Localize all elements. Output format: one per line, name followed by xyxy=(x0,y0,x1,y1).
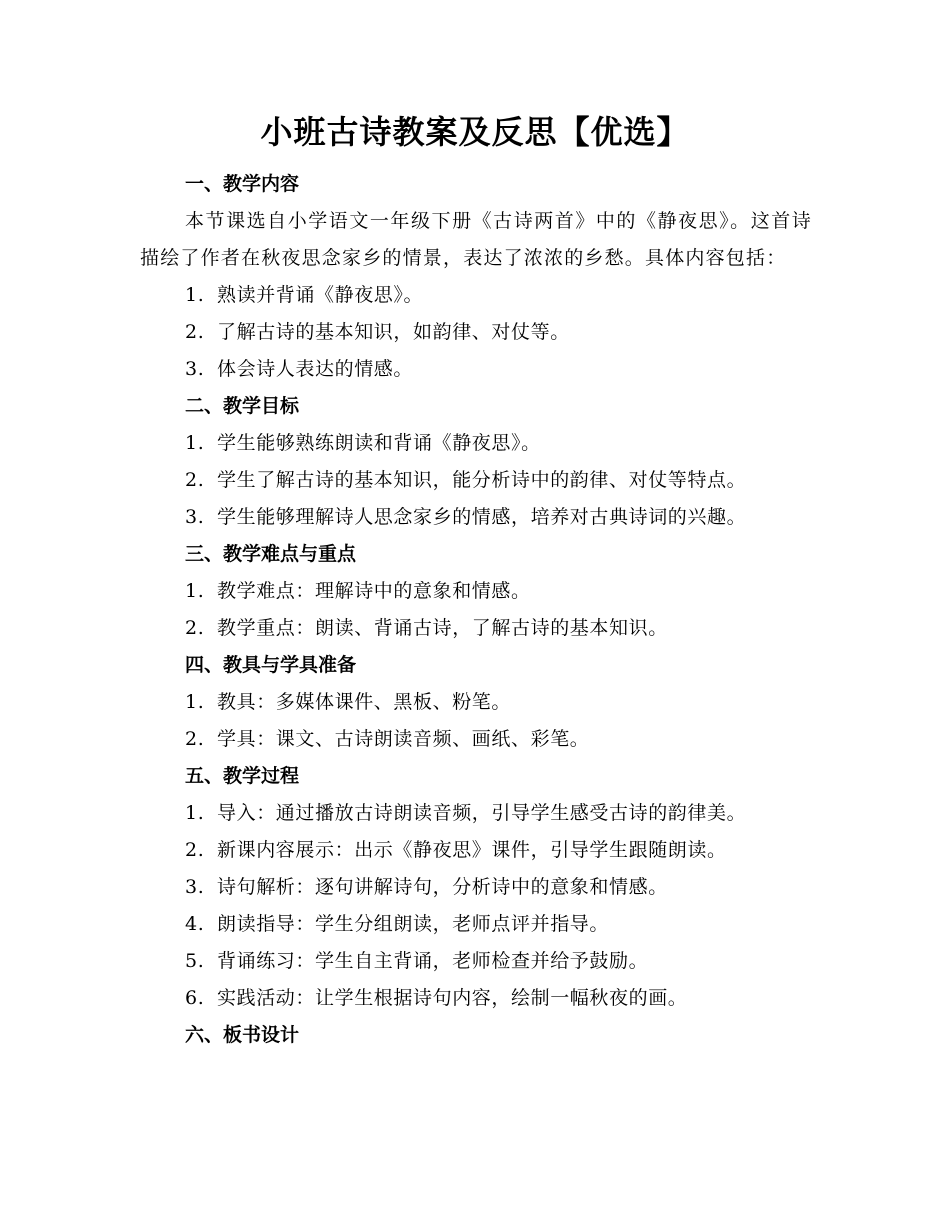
list-item xyxy=(140,795,812,832)
list-item-text: 熟读并背诵《静夜思》。 xyxy=(217,284,424,306)
list-item xyxy=(140,351,812,388)
list-item-text: 学生能够熟练朗读和背诵《静夜思》。 xyxy=(217,432,541,454)
list-item xyxy=(140,425,812,462)
document-title: 小班古诗教案及反思【优选】 xyxy=(260,113,690,151)
list-item-number: 3. xyxy=(185,876,205,898)
list-item-number: 3. xyxy=(185,358,205,380)
list-item-number: 2. xyxy=(185,469,205,491)
list-item xyxy=(140,832,812,869)
document-body xyxy=(140,166,812,1054)
list-item-number: 2. xyxy=(185,617,205,639)
list-item-text: 新课内容展示：出示《静夜思》课件，引导学生跟随朗读。 xyxy=(217,839,727,861)
list-item xyxy=(140,906,812,943)
section-heading: 四、教具与学具准备 xyxy=(185,654,357,676)
list-item-number: 2. xyxy=(185,728,205,750)
list-item-text: 背诵练习：学生自主背诵，老师检查并给予鼓励。 xyxy=(217,950,649,972)
list-item xyxy=(140,869,812,906)
list-item-number: 1. xyxy=(185,691,205,713)
list-item-number: 1. xyxy=(185,580,205,602)
section-heading: 一、教学内容 xyxy=(185,173,300,195)
section-heading: 三、教学难点与重点 xyxy=(185,543,357,565)
list-item-text: 教学重点：朗读、背诵古诗，了解古诗的基本知识。 xyxy=(217,617,668,639)
list-item xyxy=(140,684,812,721)
list-item-text: 了解古诗的基本知识，如韵律、对仗等。 xyxy=(217,321,570,343)
list-item-text: 学生能够理解诗人思念家乡的情感，培养对古典诗词的兴趣。 xyxy=(217,506,747,528)
list-item-text: 体会诗人表达的情感。 xyxy=(217,358,414,380)
list-item-text: 教具：多媒体课件、黑板、粉笔。 xyxy=(217,691,512,713)
list-item xyxy=(140,573,812,610)
list-item-text: 教学难点：理解诗中的意象和情感。 xyxy=(217,580,531,602)
list-item-number: 1. xyxy=(185,802,205,824)
list-item xyxy=(140,462,812,499)
list-item-text: 学生了解古诗的基本知识，能分析诗中的韵律、对仗等特点。 xyxy=(217,469,747,491)
list-item-number: 5. xyxy=(185,950,205,972)
list-item-number: 6. xyxy=(185,987,205,1009)
list-item-text: 朗读指导：学生分组朗读，老师点评并指导。 xyxy=(217,913,610,935)
list-item-text: 学具：课文、古诗朗读音频、画纸、彩笔。 xyxy=(217,728,590,750)
section-heading: 二、教学目标 xyxy=(185,395,300,417)
list-item-text: 实践活动：让学生根据诗句内容，绘制一幅秋夜的画。 xyxy=(217,987,688,1009)
list-item-number: 3. xyxy=(185,506,205,528)
list-item-number: 2. xyxy=(185,839,205,861)
list-item xyxy=(140,980,812,1017)
list-item xyxy=(140,943,812,980)
list-item-number: 1. xyxy=(185,284,205,306)
list-item-text: 导入：通过播放古诗朗读音频，引导学生感受古诗的韵律美。 xyxy=(217,802,747,824)
list-item xyxy=(140,277,812,314)
section-heading: 六、板书设计 xyxy=(185,1024,300,1046)
list-item-number: 2. xyxy=(185,321,205,343)
list-item xyxy=(140,314,812,351)
section-paragraph: 本节课选自小学语文一年级下册《古诗两首》中的《静夜思》。这首诗描绘了作者在秋夜思念家乡的情景，表达了浓浓的乡愁。具体内容包括： xyxy=(140,210,812,269)
list-item xyxy=(140,610,812,647)
section-heading: 五、教学过程 xyxy=(185,765,300,787)
list-item-number: 1. xyxy=(185,432,205,454)
list-item-text: 诗句解析：逐句讲解诗句，分析诗中的意象和情感。 xyxy=(217,876,668,898)
list-item xyxy=(140,499,812,536)
list-item xyxy=(140,721,812,758)
list-item-number: 4. xyxy=(185,913,205,935)
